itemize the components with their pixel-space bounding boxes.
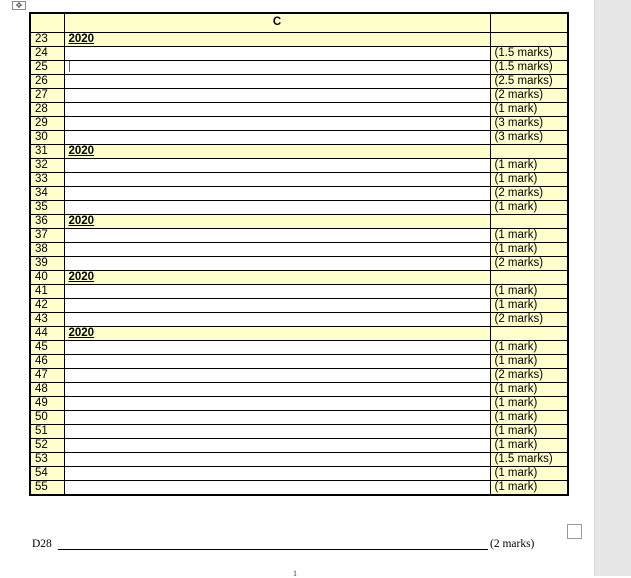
marks-cell[interactable]: (1 mark) [490,480,568,495]
table-section-row [30,326,568,340]
row-number-cell[interactable]: 54 [30,466,64,480]
answer-cell[interactable] [64,452,490,466]
table-row [30,186,568,200]
marks-cell[interactable] [490,270,568,284]
row-number-cell[interactable]: 35 [30,200,64,214]
row-number-cell[interactable]: 52 [30,438,64,452]
answer-cell[interactable] [64,200,490,214]
section-year-cell[interactable]: 2020 [64,214,490,228]
table-row [30,116,568,130]
marks-cell[interactable]: (1.5 marks) [490,452,568,466]
answer-cell[interactable] [64,284,490,298]
header-cell-marks[interactable] [490,13,568,32]
row-number-cell[interactable]: 50 [30,410,64,424]
row-number-cell[interactable]: 48 [30,382,64,396]
table-row [30,102,568,116]
marks-cell[interactable]: (1 mark) [490,466,568,480]
marks-cell[interactable]: (2 marks) [490,186,568,200]
row-number-cell[interactable]: 51 [30,424,64,438]
row-number-cell[interactable]: 29 [30,116,64,130]
row-number-cell[interactable]: 46 [30,354,64,368]
marks-cell[interactable]: (1 mark) [490,382,568,396]
marks-cell[interactable]: (1 mark) [490,158,568,172]
marks-cell[interactable]: (1 mark) [490,298,568,312]
marks-cell[interactable]: (2.5 marks) [490,74,568,88]
table-row [30,158,568,172]
answer-cell[interactable] [64,46,490,60]
answer-cell[interactable] [64,368,490,382]
marks-cell[interactable]: (1 mark) [490,284,568,298]
answer-cell[interactable] [64,298,490,312]
answer-cell[interactable] [64,396,490,410]
table-row [30,88,568,102]
marks-cell[interactable] [490,32,568,46]
scroll-gutter [595,0,631,576]
table-row [30,200,568,214]
marks-cell[interactable] [490,326,568,340]
header-cell-title[interactable]: C [64,13,490,32]
answer-cell[interactable] [64,102,490,116]
answer-cell[interactable] [64,340,490,354]
row-number-cell[interactable]: 27 [30,88,64,102]
table-row [30,228,568,242]
table-row [30,466,568,480]
answer-cell[interactable] [64,74,490,88]
row-number-cell[interactable]: 32 [30,158,64,172]
text-cursor [69,61,70,72]
answer-cell[interactable] [64,116,490,130]
marks-cell[interactable]: (1 mark) [490,340,568,354]
answer-cell[interactable] [64,130,490,144]
footer-answer-row [32,537,562,553]
answer-cell[interactable] [64,158,490,172]
table-row [30,298,568,312]
table-row [30,256,568,270]
marks-cell[interactable]: (2 marks) [490,368,568,382]
row-number-cell[interactable]: 44 [30,326,64,340]
row-number-cell[interactable]: 41 [30,284,64,298]
answer-cell[interactable] [64,60,490,74]
row-number-cell[interactable]: 53 [30,452,64,466]
table-row [30,130,568,144]
checkbox-icon[interactable] [567,524,582,539]
marks-cell[interactable]: (1 mark) [490,172,568,186]
row-number-cell[interactable]: 49 [30,396,64,410]
marks-cell[interactable]: (1 mark) [490,200,568,214]
row-number-cell[interactable]: 42 [30,298,64,312]
table-row [30,284,568,298]
answer-cell[interactable] [64,354,490,368]
table-section-row [30,144,568,158]
table-section-row [30,270,568,284]
table-row [30,74,568,88]
row-number-cell[interactable]: 40 [30,270,64,284]
answer-cell[interactable] [64,228,490,242]
marks-cell[interactable]: (2 marks) [490,88,568,102]
answer-cell[interactable] [64,172,490,186]
table-row [30,312,568,326]
marks-cell[interactable]: (1 mark) [490,228,568,242]
header-cell-number[interactable] [30,13,64,32]
table-row [30,172,568,186]
table-row [30,354,568,368]
answer-cell[interactable] [64,256,490,270]
table-row [30,242,568,256]
section-year-cell[interactable]: 2020 [64,270,490,284]
answer-cell[interactable] [64,424,490,438]
row-number-cell[interactable]: 34 [30,186,64,200]
table-row [30,368,568,382]
table-section-row [30,214,568,228]
table-section-row [30,32,568,46]
row-number-cell[interactable]: 36 [30,214,64,228]
table-row [30,480,568,495]
table-row [30,438,568,452]
answer-table [29,12,569,496]
answer-cell[interactable] [64,438,490,452]
page-number: 1 [293,569,297,578]
footer-label: D28 [32,538,52,550]
row-number-cell[interactable]: 39 [30,256,64,270]
table-row [30,424,568,438]
row-number-cell[interactable]: 30 [30,130,64,144]
table-row [30,396,568,410]
table-row [30,60,568,74]
row-number-cell[interactable]: 26 [30,74,64,88]
row-number-cell[interactable]: 31 [30,144,64,158]
table-move-handle-icon[interactable]: ✥ [12,1,26,10]
section-year-cell[interactable]: 2020 [64,144,490,158]
row-number-cell[interactable]: 45 [30,340,64,354]
table-header-row [30,13,568,32]
marks-cell[interactable]: (3 marks) [490,116,568,130]
row-number-cell[interactable]: 47 [30,368,64,382]
table-row [30,410,568,424]
row-number-cell[interactable]: 37 [30,228,64,242]
row-number-cell[interactable]: 24 [30,46,64,60]
table-row [30,46,568,60]
row-number-cell[interactable]: 25 [30,60,64,74]
row-number-cell[interactable]: 38 [30,242,64,256]
table-row [30,452,568,466]
marks-cell[interactable]: (2 marks) [490,312,568,326]
answer-cell[interactable] [64,480,490,495]
marks-cell[interactable]: (1 mark) [490,396,568,410]
answer-cell[interactable] [64,242,490,256]
marks-cell[interactable]: (2 marks) [490,256,568,270]
footer-answer-line[interactable] [58,549,488,550]
row-number-cell[interactable]: 28 [30,102,64,116]
table-row [30,382,568,396]
row-number-cell[interactable]: 55 [30,480,64,495]
row-number-cell[interactable]: 33 [30,172,64,186]
marks-cell[interactable]: (1.5 marks) [490,46,568,60]
marks-cell[interactable]: (1 mark) [490,354,568,368]
marks-cell[interactable] [490,214,568,228]
marks-cell[interactable]: (1 mark) [490,438,568,452]
marks-cell[interactable]: (1 mark) [490,242,568,256]
answer-cell[interactable] [64,410,490,424]
answer-cell[interactable] [64,466,490,480]
section-year-cell[interactable]: 2020 [64,32,490,46]
marks-cell[interactable]: (1 mark) [490,424,568,438]
table-row [30,340,568,354]
answer-cell[interactable] [64,88,490,102]
marks-cell[interactable] [490,144,568,158]
row-number-cell[interactable]: 43 [30,312,64,326]
footer-marks: (2 marks) [490,538,535,550]
row-number-cell[interactable]: 23 [30,32,64,46]
marks-cell[interactable]: (1 mark) [490,102,568,116]
answer-cell[interactable] [64,312,490,326]
answer-cell[interactable] [64,186,490,200]
section-year-cell[interactable]: 2020 [64,326,490,340]
marks-cell[interactable]: (1 mark) [490,410,568,424]
marks-cell[interactable]: (1.5 marks) [490,60,568,74]
marks-cell[interactable]: (3 marks) [490,130,568,144]
answer-cell[interactable] [64,382,490,396]
